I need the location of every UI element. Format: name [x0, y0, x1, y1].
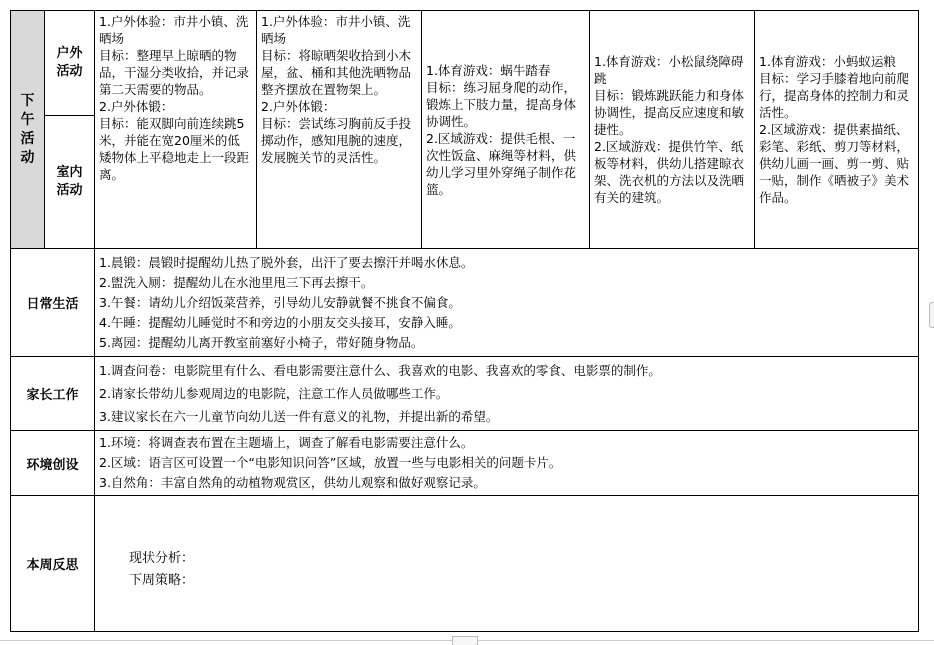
- afternoon-day2-cell: [257, 11, 422, 249]
- parents-work-content: [95, 357, 919, 431]
- afternoon-activities-label: 下午活动: [20, 92, 35, 166]
- reflection-header: [11, 496, 95, 632]
- day4-line-1: 1.体育游戏：小松鼠绕障碍跳: [594, 54, 744, 86]
- daily-life-content: [95, 249, 919, 357]
- side-scroll-handle[interactable]: [929, 302, 934, 328]
- day3-line-1: 1.体育游戏：蜗牛踏春: [426, 62, 551, 78]
- day3-line-2: 目标：练习屈身爬的动作，锻炼上下肢力量，提高身体协调性。: [426, 79, 577, 129]
- day2-line-3: 2.户外体锻：: [261, 99, 336, 114]
- reflection-content: [95, 496, 919, 632]
- parents-work-header: [11, 357, 95, 431]
- daily-life-item: 1.晨锻：晨锻时提醒幼儿热了脱外套，出汗了要去擦汗并喝水休息。: [99, 254, 474, 270]
- daily-life-item: 3.午餐：请幼儿介绍饭菜营养，引导幼儿安静就餐不挑食不偏食。: [99, 294, 461, 310]
- day5-line-2: 目标：学习手膝着地向前爬行，提高身体的控制力和灵活性。: [759, 71, 910, 120]
- day4-line-2: 目标：锻炼跳跃能力和身体协调性，提高反应速度和敏捷性。: [594, 88, 745, 137]
- outdoor-activities-header: [45, 11, 95, 116]
- afternoon-day3-cell: [422, 11, 590, 249]
- day1-line-2: 目标：整理早上晾晒的物品，干湿分类收拾，并记录第二天需要的物品。: [99, 48, 250, 97]
- bottom-page-handle[interactable]: [452, 636, 478, 645]
- parents-work-item: 2.请家长带幼儿参观周边的电影院，注意工作人员做哪些工作。: [99, 386, 449, 401]
- day2-line-4: 目标：尝试练习胸前反手投掷动作，感知甩腕的速度，发展腕关节的灵活性。: [261, 116, 412, 165]
- day3-line-3: 2.区域游戏：提供毛根、一次性饭盒、麻绳等材料，供幼儿学习里外穿绳子制作花篮。: [426, 130, 577, 197]
- day2-line-1: 1.户外体验：市井小镇、洗晒场: [261, 14, 411, 46]
- parents-work-item: 3.建议家长在六一儿童节向幼儿送一件有意义的礼物，并提出新的希望。: [99, 409, 499, 424]
- environment-label: 环境创设: [26, 457, 79, 473]
- daily-life-header: [11, 249, 95, 357]
- daily-life-row: [11, 249, 919, 357]
- day5-line-1: 1.体育游戏：小蚂蚁运粮: [759, 54, 896, 69]
- parents-work-row: [11, 357, 919, 431]
- status-analysis-label: 现状分析：: [129, 551, 195, 566]
- parents-work-label: 家长工作: [26, 388, 79, 403]
- afternoon-day5-cell: [755, 11, 919, 249]
- afternoon-day1-cell: [95, 11, 257, 249]
- environment-item: 1.环境：将调查表布置在主题墙上，调查了解看电影需要注意什么。: [99, 435, 474, 450]
- daily-life-item: 2.盥洗入厕：提醒幼儿在水池里甩三下再去擦干。: [99, 274, 374, 290]
- day4-line-3: 2.区域游戏：提供竹竿、纸板等材料，供幼儿搭建晾衣架、洗衣机的方法以及洗晒有关的建筑。: [594, 139, 745, 205]
- next-week-strategy-label: 下周策略：: [129, 573, 195, 588]
- environment-header: [11, 431, 95, 496]
- daily-life-item: 4.午睡：提醒幼儿睡觉时不和旁边的小朋友交头接耳，安静入睡。: [99, 314, 461, 330]
- outdoor-activities-label: 户外活动: [56, 46, 83, 79]
- weekly-plan-table: [10, 10, 919, 632]
- reflection-row: [11, 496, 919, 632]
- day1-line-3: 2.户外体锻：: [99, 99, 174, 114]
- day1-line-1: 1.户外体验：市井小镇、洗晒场: [99, 14, 249, 46]
- daily-life-label: 日常生活: [26, 297, 79, 312]
- environment-content: [95, 431, 919, 496]
- environment-row: [11, 431, 919, 496]
- indoor-activities-header: [45, 116, 95, 249]
- day2-line-2: 目标：将晾晒架收拾到小木屋，盆、桶和其他洗晒物品整齐摆放在置物架上。: [261, 48, 412, 97]
- afternoon-activities-header: [11, 11, 45, 249]
- indoor-activities-label: 室内活动: [56, 165, 83, 198]
- environment-item: 2.区域：语言区可设置一个“电影知识问答”区域，放置一些与电影相关的问题卡片。: [99, 455, 562, 470]
- parents-work-item: 1.调查问卷：电影院里有什么、看电影需要注意什么、我喜欢的电影、我喜欢的零食、电影票的制作。: [99, 363, 661, 378]
- weekly-plan-sheet: [10, 10, 918, 633]
- reflection-label: 本周反思: [26, 558, 79, 573]
- afternoon-outdoor-row: [11, 11, 919, 116]
- daily-life-item: 5.离园：提醒幼儿离开教室前塞好小椅子，带好随身物品。: [99, 334, 424, 350]
- reflection-fields: [129, 548, 194, 592]
- day1-line-4: 目标：能双脚向前连续跳5米，并能在宽20厘米的低矮物体上平稳地走上一段距离。: [99, 116, 250, 182]
- environment-item: 3.自然角：丰富自然角的动植物观赏区，供幼儿观察和做好观察记录。: [99, 475, 486, 490]
- afternoon-day4-cell: [590, 11, 755, 249]
- day5-line-3: 2.区域游戏：提供素描纸、彩笔、彩纸、剪刀等材料，供幼儿画一画、剪一剪、贴一贴，制作《晒被子》美术作品。: [759, 122, 910, 205]
